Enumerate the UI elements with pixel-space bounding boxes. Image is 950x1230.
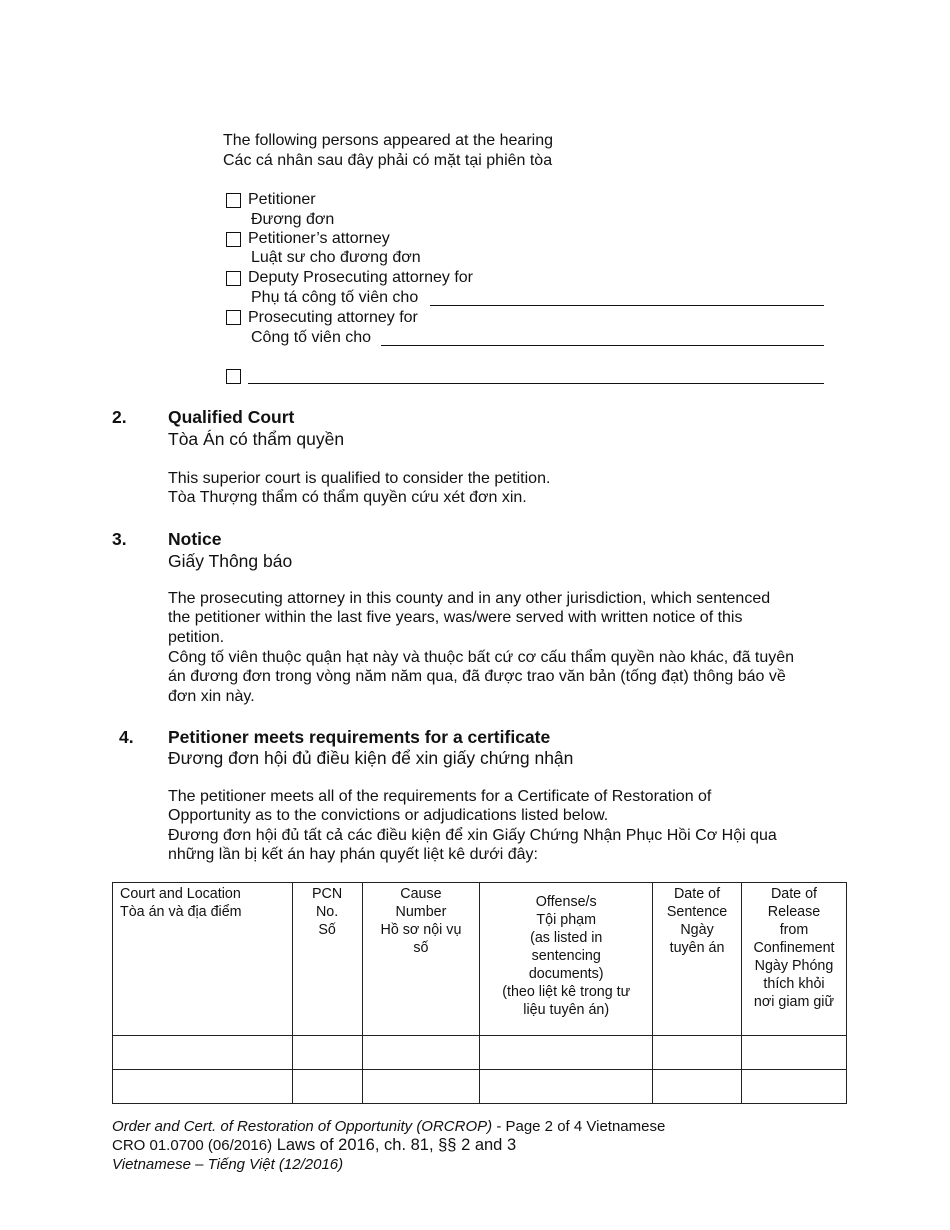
cell-pcn[interactable] [292,1070,362,1104]
prosecutor-checkbox[interactable] [226,310,241,325]
section-2-title-en: Qualified Court [168,407,295,427]
section-2-body-vi: Tòa Thượng thẩm có thẩm quyền cứu xét đơn xin. [168,489,527,506]
cell-cause-number[interactable] [362,1070,480,1104]
section-3-body-en-line-1: The prosecuting attorney in this county and in any other jurisdiction, which sentenced [168,590,771,607]
hearing-intro-en: The following persons appeared at the hearing [223,132,553,149]
deputy-prosecutor-label-en: Deputy Prosecuting attorney for [248,269,474,286]
section-2-title-vi: Tòa Án có thẩm quyền [168,429,345,449]
petitioner-attorney-label-en: Petitioner’s attorney [248,230,390,247]
column-date-of-release: Date of Release from Confinement Ngày Phóng thích khỏi nơi giam giữ [742,883,847,1036]
petitioner-attorney-label-vi: Luật sư cho đương đơn [251,249,421,266]
petitioner-attorney-checkbox[interactable] [226,232,241,247]
footer-form-code: CRO 01.0700 (06/2016) [112,1137,273,1154]
convictions-table [112,882,847,1104]
deputy-prosecutor-checkbox[interactable] [226,271,241,286]
section-4-body-en-line-1: The petitioner meets all of the requirements for a Certificate of Restoration of [168,788,712,805]
cell-date-of-sentence[interactable] [653,1070,742,1104]
other-attendee-checkbox[interactable] [226,369,241,384]
section-2-body-en: This superior court is qualified to consider the petition. [168,470,551,487]
petitioner-label-vi: Đương đơn [251,211,335,228]
footer-line-2 [112,1136,516,1155]
cell-date-of-release[interactable] [742,1070,847,1104]
cell-offense[interactable] [480,1070,653,1104]
table-row [113,1070,847,1104]
section-3-body-en-line-2: the petitioner within the last five years, was/were served with written notice of this [168,609,743,626]
section-4-title-vi: Đương đơn hội đủ điều kiện để xin giấy chứng nhận [168,748,574,768]
footer-form-title: Order and Cert. of Restoration of Opportunity (ORCROP) [112,1118,493,1135]
prosecutor-label-en: Prosecuting attorney for [248,309,418,326]
column-offenses: Offense/s Tội phạm (as listed in sentencing documents) (theo liệt kê trong tư liệu tuyên án) [480,883,653,1036]
footer-page-info: - Page 2 of 4 Vietnamese [492,1118,666,1135]
footer-language: Vietnamese – Tiếng Việt (12/2016) [112,1156,344,1173]
deputy-prosecutor-label-vi: Phụ tá công tố viên cho [251,289,419,306]
section-4-body-en-line-2: Opportunity as to the convictions or adjudications listed below. [168,807,609,824]
column-pcn: PCN No. Số [292,883,362,1036]
section-3-number: 3. [112,529,127,549]
cell-cause-number[interactable] [362,1036,480,1070]
petitioner-checkbox[interactable] [226,193,241,208]
section-2-number: 2. [112,407,127,427]
table-row [113,1036,847,1070]
section-4-number: 4. [119,727,134,747]
cell-court-location[interactable] [113,1070,293,1104]
deputy-prosecutor-county-field[interactable] [430,305,824,306]
cell-date-of-sentence[interactable] [653,1036,742,1070]
hearing-intro-vi: Các cá nhân sau đây phải có mặt tại phiên tòa [223,152,553,169]
section-4-title-en: Petitioner meets requirements for a certificate [168,727,551,747]
cell-offense[interactable] [480,1036,653,1070]
section-3-body-vi-line-3: đơn xin này. [168,688,255,705]
prosecutor-label-vi: Công tố viên cho [251,329,372,346]
section-4-body-vi-line-2: những lần bị kết án hay phán quyết liệt kê dưới đây: [168,846,538,863]
section-3-body-vi-line-1: Công tố viên thuộc quận hạt này và thuộc bất cứ cơ cấu thẩm quyền nào khác, đã tuyên [168,649,795,666]
footer-line-1 [112,1117,665,1136]
other-attendee-field[interactable] [248,383,824,384]
section-3-title-en: Notice [168,529,222,549]
section-4-body-vi-line-1: Đương đơn hội đủ tất cả các điều kiện để xin Giấy Chứng Nhận Phục Hồi Cơ Hội qua [168,827,777,844]
cell-pcn[interactable] [292,1036,362,1070]
column-cause-number: Cause Number Hồ sơ nội vụ số [362,883,480,1036]
section-3-body-vi-line-2: án đương đơn trong vòng năm năm qua, đã được trao văn bản (tống đạt) thông báo về [168,668,786,685]
petitioner-label-en: Petitioner [248,191,316,208]
section-3-body-en-line-3: petition. [168,629,225,646]
footer-laws: Laws of 2016, ch. 81, §§ 2 and 3 [272,1136,517,1154]
column-court-location: Court and Location Tòa án và địa điểm [113,883,293,1036]
section-3-title-vi: Giấy Thông báo [168,551,293,571]
table-header-row [113,883,847,1036]
prosecutor-county-field[interactable] [381,345,824,346]
column-date-of-sentence: Date of Sentence Ngày tuyên án [653,883,742,1036]
cell-date-of-release[interactable] [742,1036,847,1070]
cell-court-location[interactable] [113,1036,293,1070]
